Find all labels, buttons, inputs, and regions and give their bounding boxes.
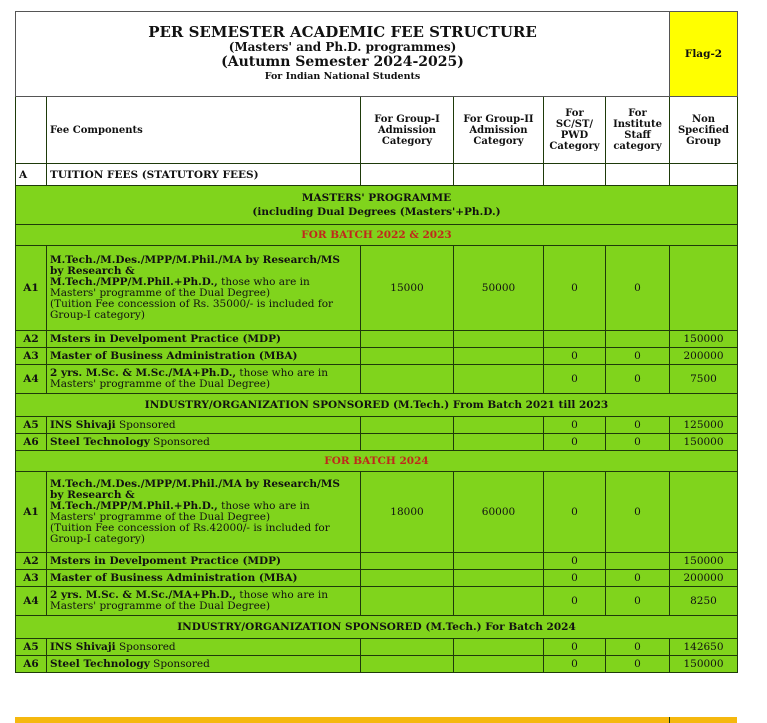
section-label: TUITION FEES (STATUTORY FEES)	[47, 164, 361, 186]
semester-label: (Autumn Semester 2024-2025)	[221, 54, 464, 70]
scst-header: For SC/ST/ PWD Category	[544, 97, 606, 164]
table-row: A2 Msters in Develpoment Practice (MDP) 150000	[16, 331, 738, 348]
table-row: A5 INS Shivaji Sponsored 0 0 125000	[16, 417, 738, 434]
batch-2022-heading: FOR BATCH 2022 & 2023	[16, 225, 738, 246]
flag-badge: Flag-2	[670, 12, 738, 97]
table-row: A1 M.Tech./M.Des./MPP/M.Phil./MA by Research/MS by Research & M.Tech./MPP/M.Phil.+Ph.D., those who are in Masters' programme of the Dual Degree) (Tuition Fee concession of Rs. 35000/- is included for Group-I category) 15000 50000 0 0	[16, 246, 738, 331]
page-subtitle: (Masters' and Ph.D. programmes)	[228, 40, 457, 54]
table-row: A4 2 yrs. M.Sc. & M.Sc./MA+Ph.D., those who are in Masters' programme of the Dual Degree) 0 0 8250	[16, 587, 738, 616]
section-code: A	[16, 164, 47, 186]
next-section-strip	[15, 717, 737, 723]
page-title: PER SEMESTER ACADEMIC FEE STRUCTURE	[148, 23, 537, 41]
fee-description: M.Tech./M.Des./MPP/M.Phil./MA by Research/MS by Research & M.Tech./MPP/M.Phil.+Ph.D., those who are in Masters' programme of the Dual Degree) (Tuition Fee concession of Rs.42000/- is included for Group-I category)	[47, 472, 361, 553]
group1-header: For Group-I Admission Category	[361, 97, 454, 164]
table-row: A5 INS Shivaji Sponsored 0 0 142650	[16, 639, 738, 656]
batch-2022-heading-row	[16, 225, 738, 246]
audience-label: For Indian National Students	[264, 71, 421, 82]
table-row: A4 2 yrs. M.Sc. & M.Sc./MA+Ph.D., those who are in Masters' programme of the Dual Degree) 0 0 7500	[16, 365, 738, 394]
fee-structure-table	[15, 11, 738, 673]
column-header-row	[16, 97, 738, 164]
code-header	[16, 97, 47, 164]
sponsored-2024-heading-row	[16, 616, 738, 639]
sponsored-heading: INDUSTRY/ORGANIZATION SPONSORED (M.Tech.) From Batch 2021 till 2023	[16, 394, 738, 417]
sponsored-2021-heading-row	[16, 394, 738, 417]
table-row: A3 Master of Business Administration (MBA) 0 0 200000	[16, 570, 738, 587]
table-row: A6 Steel Technology Sponsored 0 0 150000	[16, 434, 738, 451]
table-row: A1 M.Tech./M.Des./MPP/M.Phil./MA by Research/MS by Research & M.Tech./MPP/M.Phil.+Ph.D., those who are in Masters' programme of the Dual Degree) (Tuition Fee concession of Rs.42000/- is included for Group-I category) 18000 60000 0 0	[16, 472, 738, 553]
group2-header: For Group-II Admission Category	[454, 97, 544, 164]
masters-heading: MASTERS' PROGRAMME (including Dual Degrees (Masters'+Ph.D.)	[16, 186, 738, 225]
batch-2024-heading: FOR BATCH 2024	[16, 451, 738, 472]
table-row: A2 Msters in Develpoment Practice (MDP) 0 150000	[16, 553, 738, 570]
batch-2024-heading-row	[16, 451, 738, 472]
fee-description: M.Tech./M.Des./MPP/M.Phil./MA by Research/MS by Research & M.Tech./MPP/M.Phil.+Ph.D., those who are in Masters' programme of the Dual Degree) (Tuition Fee concession of Rs. 35000/- is included for Group-I category)	[47, 246, 361, 331]
fee-components-header: Fee Components	[47, 97, 361, 164]
section-a-row	[16, 164, 738, 186]
staff-header: For Institute Staff category	[606, 97, 670, 164]
title-block	[16, 12, 670, 97]
table-row: A3 Master of Business Administration (MBA) 0 0 200000	[16, 348, 738, 365]
masters-heading-row	[16, 186, 738, 225]
sponsored-heading: INDUSTRY/ORGANIZATION SPONSORED (M.Tech.) For Batch 2024	[16, 616, 738, 639]
table-row: A6 Steel Technology Sponsored 0 0 150000	[16, 656, 738, 673]
nsg-header: Non Specified Group	[670, 97, 738, 164]
title-row	[16, 12, 738, 97]
